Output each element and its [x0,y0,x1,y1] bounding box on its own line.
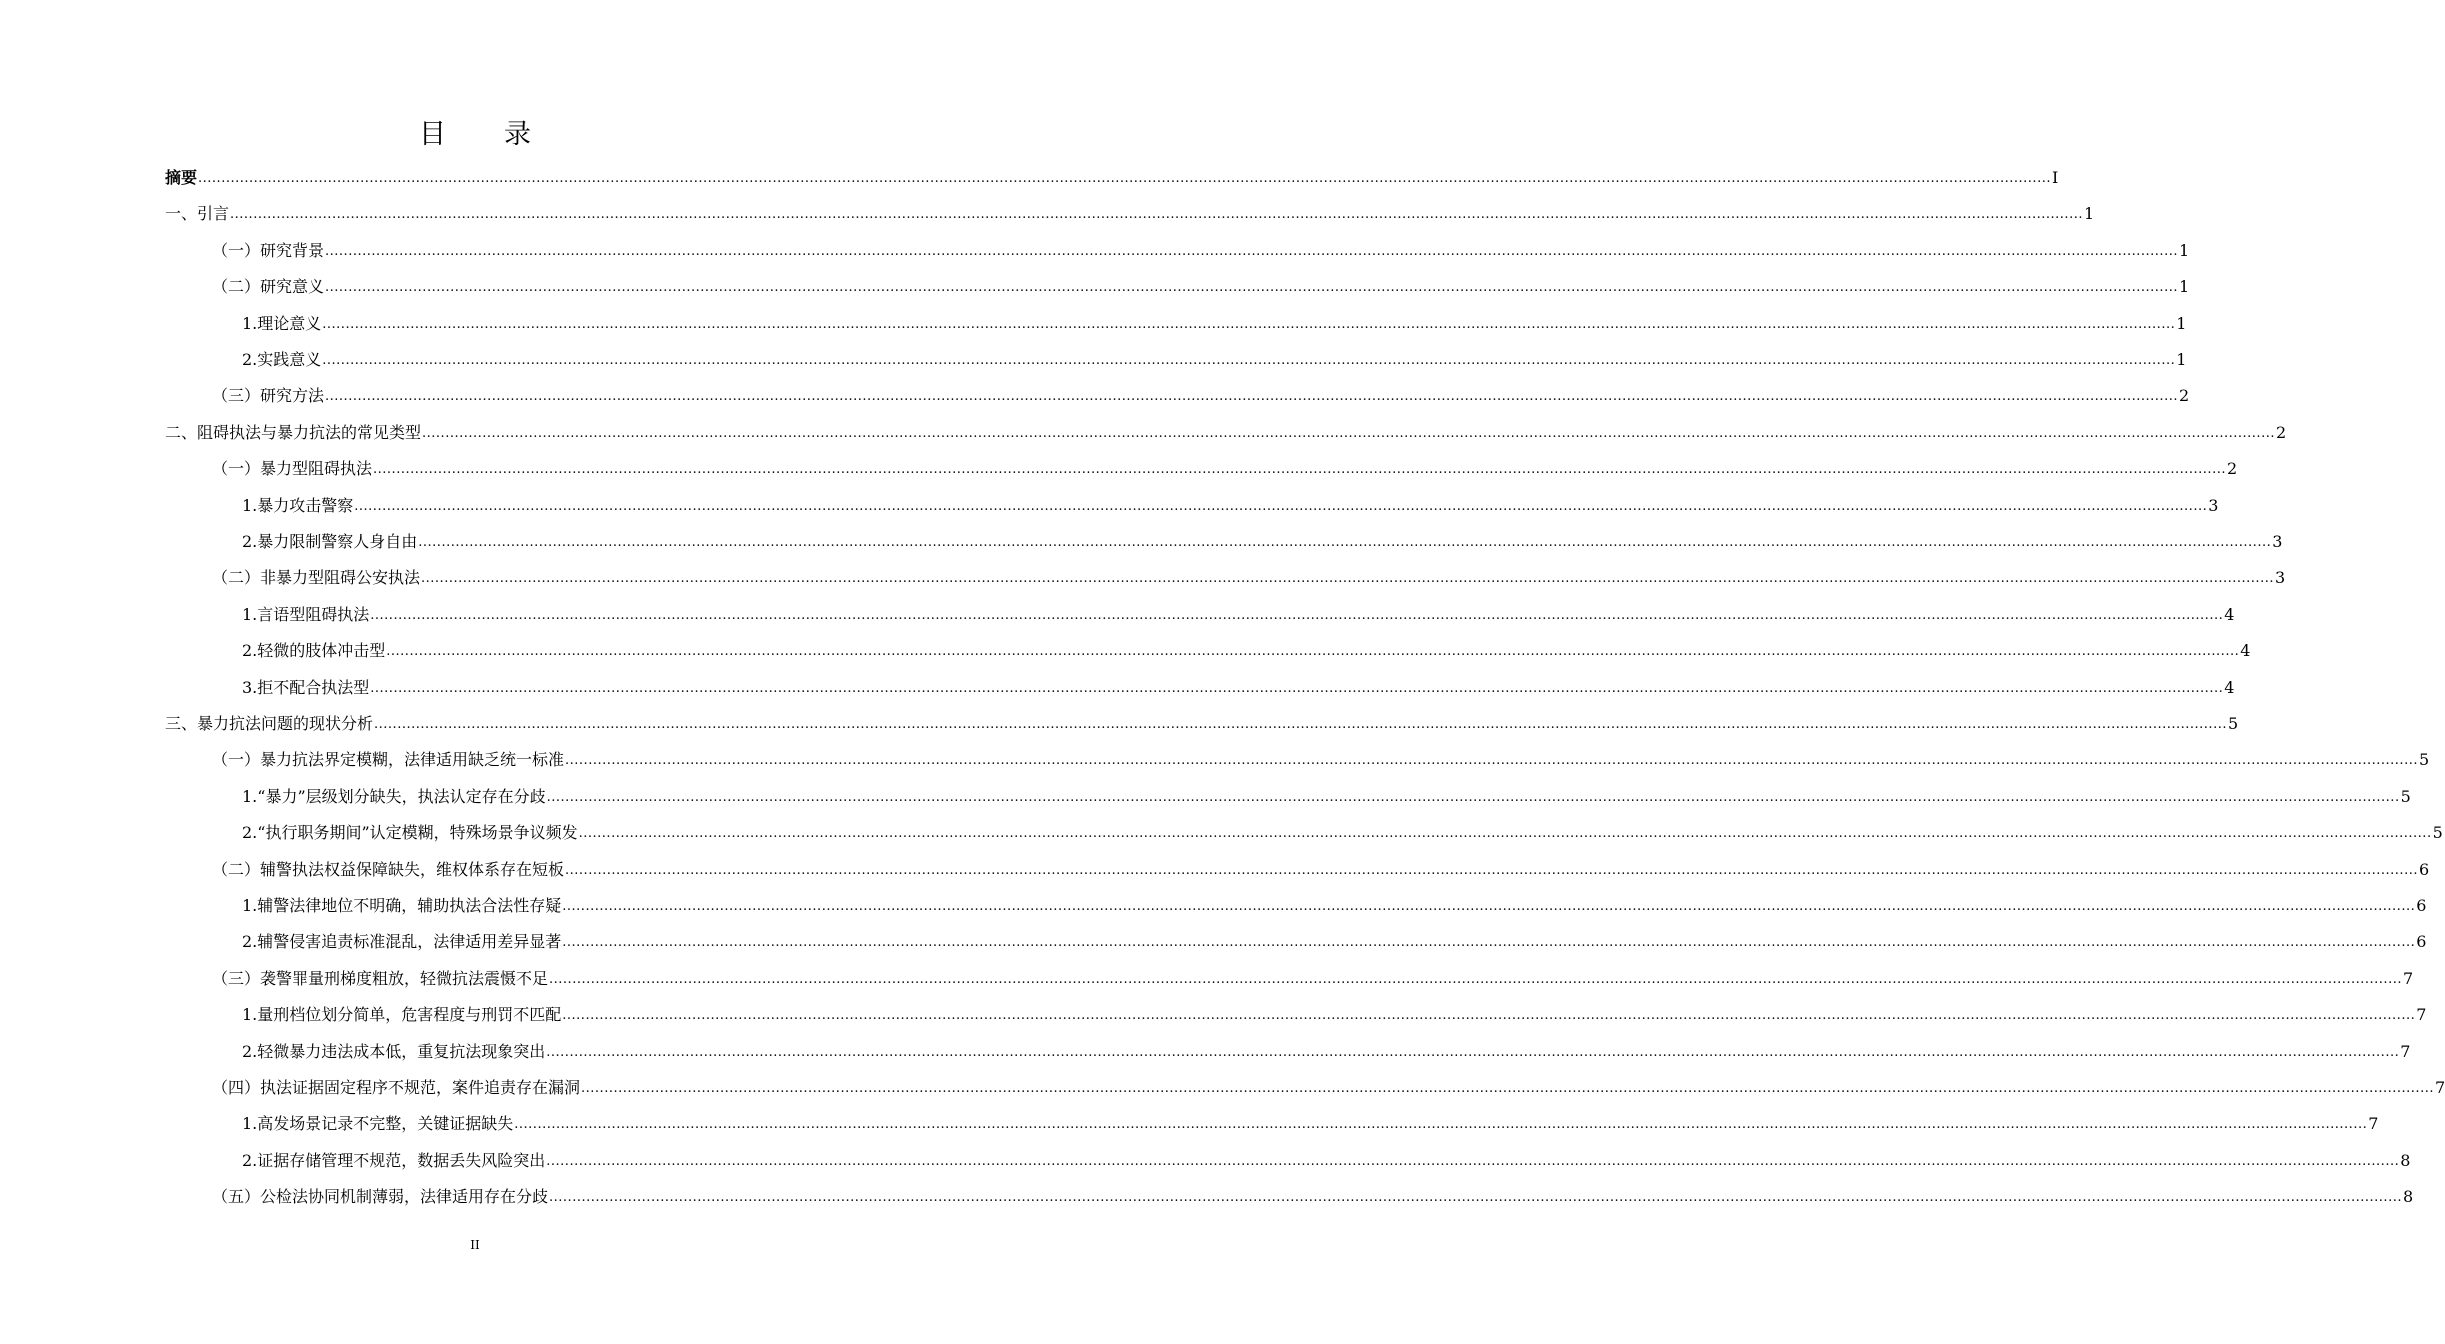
toc-entry-number: 1. [242,1005,258,1025]
toc-entry-title: 研究方法 [260,386,325,406]
toc-leader-dots: ................................................................................................................................................................................................................................................................................................................................................................................................................ [374,717,2227,732]
title-char-1: 目 [419,119,446,150]
toc-entry-title: 研究背景 [260,240,325,260]
toc-entry[interactable] [0,522,2283,558]
toc-entry[interactable] [0,267,2190,303]
toc-entry[interactable] [0,777,2411,813]
toc-entry[interactable] [0,486,2219,522]
toc-entry-page: 1 [2176,350,2187,369]
toc-entry[interactable] [0,340,2187,376]
toc-entry-page: 5 [2400,786,2411,806]
toc-leader-dots: ................................................................................................................................................................................................................................................................................................................................................................................................................ [546,1153,2400,1169]
toc-entry-number: （二） [212,859,261,879]
toc-entry-title: 暴力限制警察人身自由 [257,532,418,551]
toc-leader-dots: ................................................................................................................................................................................................................................................................................................................................................................................................................ [386,644,2240,660]
toc-entry-number: 3. [242,677,258,697]
toc-entry-number: （一） [212,750,261,770]
toc-entry-page: 1 [2178,277,2190,297]
toc-entry-page: 6 [2416,932,2427,952]
toc-entry[interactable] [0,1177,2414,1213]
toc-entry-page: I [2051,168,2059,187]
toc-leader-dots: ................................................................................................................................................................................................................................................................................................................................................................................................................ [549,971,2402,987]
toc-entry-page: 8 [2402,1187,2414,1207]
toc-leader-dots: ................................................................................................................................................................................................................................................................................................................................................................................................................ [230,207,2083,223]
toc-entry[interactable] [0,449,2238,485]
toc-entry-title: 实践意义 [257,350,322,369]
toc-entry-title: 研究意义 [260,277,325,297]
toc-leader-dots: ................................................................................................................................................................................................................................................................................................................................................................................................................ [562,899,2416,914]
toc-entry[interactable] [0,413,2287,449]
toc-entry[interactable] [0,558,2286,594]
toc-entry-title: 暴力抗法界定模糊，法律适用缺乏统一标准 [260,750,565,770]
toc-entry-number: 1. [242,786,258,806]
toc-entry-page: 3 [2274,568,2286,588]
toc-entry-page: 4 [2224,677,2235,697]
toc-leader-dots: ................................................................................................................................................................................................................................................................................................................................................................................................................ [325,243,2178,259]
toc-entry-number: 二、 [165,422,198,442]
toc-entry-number: 一、 [165,204,198,224]
toc-entry-page: 3 [2208,495,2219,515]
toc-entry-title: 理论意义 [257,313,322,333]
toc-leader-dots: ................................................................................................................................................................................................................................................................................................................................................................................................................ [418,535,2272,550]
toc-entry[interactable] [0,1068,2445,1104]
toc-leader-dots: ................................................................................................................................................................................................................................................................................................................................................................................................................ [198,171,2051,186]
toc-entry-number: 三、 [165,714,198,733]
toc-leader-dots: ................................................................................................................................................................................................................................................................................................................................................................................................................ [421,571,2274,587]
toc-leader-dots: ................................................................................................................................................................................................................................................................................................................................................................................................................ [581,1081,2434,1096]
toc-entry[interactable] [0,704,2239,740]
toc-leader-dots: ................................................................................................................................................................................................................................................................................................................................................................................................................ [322,316,2176,332]
toc-entry-title: 辅警执法权益保障缺失，维权体系存在短板 [260,859,565,879]
toc-entry-title: 公检法协同机制薄弱，法律适用存在分歧 [260,1187,549,1207]
toc-entry[interactable] [0,376,2190,412]
toc-entry-number: （一） [212,240,261,260]
toc-entry[interactable] [0,668,2235,704]
toc-leader-dots: ................................................................................................................................................................................................................................................................................................................................................................................................................ [322,353,2176,368]
toc-entry-page: 1 [2176,313,2187,333]
toc-entry-number: （三） [212,968,261,988]
toc-entry-page: 3 [2272,532,2283,551]
toc-entry[interactable] [0,959,2414,995]
page-number-footer: II [470,1238,480,1252]
toc-entry-page: 4 [2224,604,2235,624]
toc-leader-dots: ................................................................................................................................................................................................................................................................................................................................................................................................................ [562,935,2416,951]
toc-entry-page: 5 [2227,714,2239,733]
toc-leader-dots: ................................................................................................................................................................................................................................................................................................................................................................................................................ [565,753,2418,769]
title-char-2: 录 [504,119,531,150]
toc-entry-title: 辅警法律地位不明确，辅助执法合法性存疑 [257,896,562,915]
toc-entry-number: 2. [242,641,258,661]
toc-entry-number: 摘 [165,168,182,187]
toc-leader-dots: ................................................................................................................................................................................................................................................................................................................................................................................................................ [549,1190,2402,1206]
toc-leader-dots: ................................................................................................................................................................................................................................................................................................................................................................................................................ [373,462,2226,478]
toc-entry-page: 4 [2240,641,2251,661]
toc-entry-page: 8 [2400,1150,2411,1170]
toc-entry[interactable] [0,304,2187,340]
toc-leader-dots: ................................................................................................................................................................................................................................................................................................................................................................................................................ [562,1008,2416,1024]
toc-entry-number: （二） [212,568,261,588]
toc-leader-dots: ................................................................................................................................................................................................................................................................................................................................................................................................................ [370,680,2224,696]
toc-entry-title: 阻碍执法与暴力抗法的常见类型 [197,422,422,442]
toc-entry-title: 言语型阻碍执法 [257,604,370,624]
toc-entry[interactable] [0,922,2427,958]
toc-entry[interactable] [0,194,2095,230]
toc-entry-title: 高发场景记录不完整，关键证据缺失 [257,1114,514,1134]
toc-entry-title: 引言 [197,204,230,224]
toc-leader-dots: ................................................................................................................................................................................................................................................................................................................................................................................................................ [354,498,2208,514]
toc-leader-dots: ................................................................................................................................................................................................................................................................................................................................................................................................................ [422,425,2275,441]
toc-entry-number: （四） [212,1078,261,1097]
toc-entry[interactable] [0,886,2427,922]
toc-entry[interactable] [0,740,2430,776]
toc-entry-number: 2. [242,1150,258,1170]
toc-entry[interactable] [0,850,2430,886]
toc-leader-dots: ................................................................................................................................................................................................................................................................................................................................................................................................................ [514,1117,2368,1133]
toc-entry-number: （一） [212,459,261,479]
toc-entry-page: 5 [2432,823,2443,843]
toc-leader-dots: ................................................................................................................................................................................................................................................................................................................................................................................................................ [565,862,2418,878]
toc-entry[interactable] [0,995,2427,1031]
toc-entry[interactable] [0,1104,2379,1140]
toc-leader-dots: ................................................................................................................................................................................................................................................................................................................................................................................................................ [325,389,2178,405]
toc-entry-page: 5 [2418,750,2430,770]
toc-entry-title: “暴力”层级划分缺失，执法认定存在分歧 [257,786,546,806]
toc-entry-page: 7 [2368,1114,2379,1134]
toc-entry-page: 7 [2402,968,2414,988]
toc-entry-page: 1 [2083,204,2095,224]
toc-entry[interactable] [0,595,2235,631]
toc-entry-page: 2 [2275,422,2287,442]
toc-entry[interactable] [0,813,2443,849]
toc-entry-title: 非暴力型阻碍公安执法 [260,568,421,588]
toc-entry-number: （五） [212,1187,261,1207]
page-title [0,112,950,151]
toc-entry[interactable] [0,1032,2411,1068]
toc-leader-dots: ................................................................................................................................................................................................................................................................................................................................................................................................................ [325,280,2178,296]
toc-entry-title: 量刑档位划分简单，危害程度与刑罚不匹配 [257,1005,562,1025]
toc-entry-page: 7 [2434,1078,2445,1097]
toc-entry-title: 暴力攻击警察 [257,495,354,515]
toc-entry-title: 执法证据固定程序不规范，案件追责存在漏洞 [260,1078,581,1097]
toc-entry-title: 暴力抗法问题的现状分析 [197,714,374,733]
toc-entry[interactable] [0,158,2059,194]
toc-entry-number: 2. [242,932,258,952]
toc-entry-title: “执行职务期间”认定模糊，特殊场景争议频发 [257,823,578,843]
toc-entry-number: 1. [242,495,258,515]
toc-entry-number: 1. [242,1114,258,1134]
toc-entry-title: 轻微的肢体冲击型 [257,641,386,661]
toc-entry-number: 1. [242,896,258,915]
toc-entry-title: 证据存储管理不规范，数据丢失风险突出 [257,1150,546,1170]
toc-entry-title: 辅警侵害追责标准混乱，法律适用差异显著 [257,932,562,952]
toc-entry-number: 1. [242,313,258,333]
toc-entry-page: 7 [2416,1005,2427,1025]
toc-entry-page: 6 [2416,896,2427,915]
toc-entry-page: 2 [2178,386,2190,406]
toc-entry-title: 轻微暴力违法成本低，重复抗法现象突出 [257,1041,546,1061]
toc-entry-number: （二） [212,277,261,297]
toc-entry-page: 1 [2178,240,2190,260]
toc-leader-dots: ................................................................................................................................................................................................................................................................................................................................................................................................................ [578,826,2432,842]
toc-entry-number: （三） [212,386,261,406]
toc-entry-title: 暴力型阻碍执法 [260,459,373,479]
toc-entry-page: 6 [2418,859,2430,879]
toc-entry-number: 2. [242,532,258,551]
toc-entry[interactable] [0,631,2251,667]
toc-entry-title: 拒不配合执法型 [257,677,370,697]
toc-leader-dots: ................................................................................................................................................................................................................................................................................................................................................................................................................ [546,1044,2400,1060]
toc-entry[interactable] [0,1141,2411,1177]
toc-entry-page: 2 [2226,459,2238,479]
toc-entry-number: 2. [242,1041,258,1061]
toc-entry-number: 1. [242,604,258,624]
toc-entry-page: 7 [2400,1041,2411,1061]
toc-leader-dots: ................................................................................................................................................................................................................................................................................................................................................................................................................ [546,789,2400,805]
toc-entry-title: 袭警罪量刑梯度粗放，轻微抗法震慑不足 [260,968,549,988]
toc-entry-title: 要 [181,168,198,187]
toc-entry[interactable] [0,231,2190,267]
toc-leader-dots: ................................................................................................................................................................................................................................................................................................................................................................................................................ [370,607,2224,623]
toc-entry-number: 2. [242,350,258,369]
toc-entry-number: 2. [242,823,258,843]
